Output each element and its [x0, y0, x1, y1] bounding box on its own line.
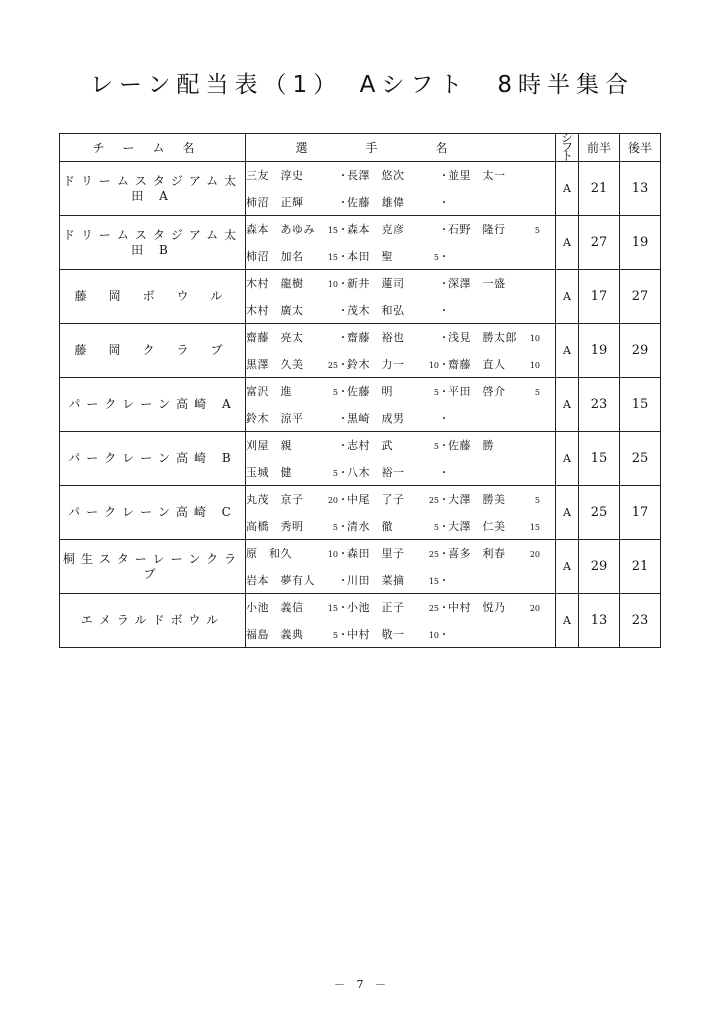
player-entry: [246, 491, 347, 507]
separator-dot: ・: [439, 251, 449, 263]
player-entry: [246, 221, 347, 237]
team-row: [60, 216, 661, 270]
team-shift: A: [556, 594, 579, 648]
player-handicap: 5: [534, 496, 540, 506]
player-handicap: 15: [428, 576, 439, 586]
separator-dot: ・: [439, 225, 449, 237]
player-entry: [347, 275, 448, 291]
separator-dot: ・: [439, 441, 449, 453]
player-entry: [246, 383, 347, 399]
player-name: 齋藤 亮太: [246, 331, 304, 345]
player-entry: [246, 248, 347, 264]
player-handicap: 15: [327, 226, 338, 236]
first-half-lane: 15: [579, 432, 620, 486]
player-handicap: 20: [327, 496, 338, 506]
header-team: チーム名: [60, 134, 246, 162]
player-row: [246, 162, 555, 189]
player-name: 鈴木 涼平: [246, 411, 304, 425]
player-entry: [448, 221, 549, 237]
player-row: [246, 405, 555, 432]
player-entry: [246, 599, 347, 615]
player-name: 木村 廣太: [246, 303, 304, 317]
page-title: レーン配当表（1） Aシフト 8時半集合: [89, 72, 635, 98]
player-name: 深澤 一盛: [448, 277, 506, 291]
player-name: 喜多 利春: [448, 547, 506, 561]
team-players: [246, 540, 556, 594]
second-half-lane: 27: [620, 270, 661, 324]
team-name: パークレーン高崎 B: [60, 432, 246, 486]
player-handicap: 20: [529, 604, 540, 614]
separator-dot: ・: [439, 467, 449, 479]
player-name: 中尾 了子: [347, 493, 405, 507]
team-name: ドリームスタジアム太田 A: [60, 162, 246, 216]
player-handicap: 5: [433, 252, 439, 262]
player-handicap: 15: [327, 252, 338, 262]
player-handicap: 15: [327, 604, 338, 614]
player-entry: [246, 437, 347, 453]
player-row: [246, 459, 555, 486]
player-handicap: 10: [428, 630, 439, 640]
second-half-lane: 13: [620, 162, 661, 216]
first-half-lane: 13: [579, 594, 620, 648]
player-handicap: 10: [529, 334, 540, 344]
team-players: [246, 162, 556, 216]
separator-dot: ・: [439, 387, 449, 399]
separator-dot: ・: [439, 521, 449, 533]
player-name: 柿沼 加名: [246, 249, 304, 263]
player-name: 福島 義典: [246, 627, 304, 641]
player-name: 黒澤 久美: [246, 357, 304, 371]
team-players: [246, 216, 556, 270]
player-entry: [347, 221, 448, 237]
team-name: エメラルドボウル: [60, 594, 246, 648]
player-entry: [448, 599, 549, 615]
player-entry: [347, 194, 448, 210]
team-name: 藤岡クラブ: [60, 324, 246, 378]
separator-dot: ・: [338, 225, 348, 237]
player-handicap: 25: [428, 604, 439, 614]
player-name: 高橋 秀明: [246, 519, 304, 533]
player-name: 佐藤 雄偉: [347, 195, 405, 209]
player-row: [246, 378, 555, 405]
player-handicap: 10: [327, 550, 338, 560]
separator-dot: ・: [338, 305, 348, 317]
player-entry: [347, 626, 448, 642]
header-second-half: 後半: [620, 134, 661, 162]
team-name: パークレーン高崎 A: [60, 378, 246, 432]
first-half-lane: 21: [579, 162, 620, 216]
separator-dot: ・: [338, 603, 348, 615]
player-name: 玉城 健: [246, 465, 292, 479]
player-name: 丸茂 京子: [246, 493, 304, 507]
player-name: 浅見 勝太郎: [448, 331, 517, 345]
separator-dot: ・: [338, 387, 348, 399]
team-row: [60, 324, 661, 378]
page-number: － 7 －: [334, 978, 390, 991]
team-name: 藤岡ボウル: [60, 270, 246, 324]
player-name: 刈屋 親: [246, 439, 292, 453]
player-name: 佐藤 勝: [448, 439, 494, 453]
player-handicap: 5: [433, 522, 439, 532]
separator-dot: ・: [338, 629, 348, 641]
player-name: 石野 隆行: [448, 223, 506, 237]
player-name: 茂木 和弘: [347, 303, 405, 317]
player-handicap: 20: [529, 550, 540, 560]
player-entry: [347, 437, 448, 453]
first-half-lane: 19: [579, 324, 620, 378]
second-half-lane: 23: [620, 594, 661, 648]
separator-dot: ・: [439, 629, 449, 641]
player-handicap: 15: [529, 522, 540, 532]
player-entry: [347, 167, 448, 183]
player-entry: [246, 572, 347, 588]
separator-dot: ・: [439, 279, 449, 291]
player-handicap: 5: [433, 388, 439, 398]
player-entry: [347, 599, 448, 615]
player-entry: [347, 302, 448, 318]
second-half-lane: 29: [620, 324, 661, 378]
player-name: 大澤 勝美: [448, 493, 506, 507]
separator-dot: ・: [439, 549, 449, 561]
player-handicap: 10: [529, 360, 540, 370]
separator-dot: ・: [338, 359, 348, 371]
player-name: 柿沼 正輝: [246, 195, 304, 209]
player-entry: [246, 545, 347, 561]
player-row: [246, 351, 555, 378]
separator-dot: ・: [439, 575, 449, 587]
player-entry: [347, 572, 448, 588]
player-entry: [246, 518, 347, 534]
player-entry: [347, 383, 448, 399]
player-entry: [246, 464, 347, 480]
player-entry: [347, 491, 448, 507]
player-name: 長澤 悠次: [347, 169, 405, 183]
team-row: [60, 378, 661, 432]
player-handicap: 5: [332, 468, 338, 478]
player-name: 並里 太一: [448, 169, 506, 183]
player-name: 岩本 夢有人: [246, 573, 315, 587]
player-row: [246, 270, 555, 297]
player-name: 川田 菜摘: [347, 573, 405, 587]
player-entry: [246, 356, 347, 372]
first-half-lane: 23: [579, 378, 620, 432]
player-name: 三友 淳史: [246, 169, 304, 183]
separator-dot: ・: [439, 305, 449, 317]
player-name: 齋藤 直人: [448, 357, 506, 371]
player-row: [246, 216, 555, 243]
team-shift: A: [556, 378, 579, 432]
player-row: [246, 297, 555, 324]
separator-dot: ・: [338, 251, 348, 263]
player-entry: [448, 518, 549, 534]
team-row: [60, 486, 661, 540]
player-row: [246, 189, 555, 216]
player-handicap: 25: [327, 360, 338, 370]
second-half-lane: 17: [620, 486, 661, 540]
player-entry: [448, 275, 549, 291]
team-shift: A: [556, 270, 579, 324]
player-name: 黒崎 成男: [347, 411, 405, 425]
player-name: 平田 啓介: [448, 385, 506, 399]
team-players: [246, 594, 556, 648]
player-entry: [246, 410, 347, 426]
team-shift: A: [556, 432, 579, 486]
second-half-lane: 15: [620, 378, 661, 432]
separator-dot: ・: [338, 279, 348, 291]
player-name: 小池 正子: [347, 601, 405, 615]
team-name: 桐生スターレーンクラブ: [60, 540, 246, 594]
team-players: [246, 378, 556, 432]
player-entry: [246, 275, 347, 291]
separator-dot: ・: [338, 413, 348, 425]
player-entry: [448, 329, 549, 345]
player-name: 中村 敬一: [347, 627, 405, 641]
player-entry: [448, 167, 549, 183]
player-entry: [347, 518, 448, 534]
player-name: 佐藤 明: [347, 385, 393, 399]
separator-dot: ・: [338, 171, 348, 183]
separator-dot: ・: [439, 197, 449, 209]
player-name: 木村 龍樹: [246, 277, 304, 291]
player-row: [246, 513, 555, 540]
team-players: [246, 486, 556, 540]
separator-dot: ・: [439, 171, 449, 183]
second-half-lane: 21: [620, 540, 661, 594]
player-entry: [448, 545, 549, 561]
player-entry: [448, 356, 549, 372]
team-players: [246, 432, 556, 486]
player-entry: [246, 626, 347, 642]
team-shift: A: [556, 162, 579, 216]
team-row: [60, 162, 661, 216]
player-handicap: 5: [433, 442, 439, 452]
team-row: [60, 270, 661, 324]
team-shift: A: [556, 324, 579, 378]
first-half-lane: 25: [579, 486, 620, 540]
team-shift: A: [556, 216, 579, 270]
player-row: [246, 432, 555, 459]
player-name: 八木 裕一: [347, 465, 405, 479]
player-handicap: 25: [428, 496, 439, 506]
player-name: 大澤 仁美: [448, 519, 506, 533]
separator-dot: ・: [439, 495, 449, 507]
separator-dot: ・: [439, 413, 449, 425]
team-row: [60, 540, 661, 594]
team-name: パークレーン高崎 C: [60, 486, 246, 540]
player-name: 原 和久: [246, 547, 292, 561]
player-entry: [246, 194, 347, 210]
player-name: 志村 武: [347, 439, 393, 453]
player-handicap: 25: [428, 550, 439, 560]
player-entry: [448, 437, 549, 453]
player-name: 鈴木 力一: [347, 357, 405, 371]
player-name: 森田 里子: [347, 547, 405, 561]
separator-dot: ・: [338, 467, 348, 479]
player-name: 小池 義信: [246, 601, 304, 615]
separator-dot: ・: [439, 333, 449, 345]
header-players: 選手名: [246, 134, 556, 162]
second-half-lane: 19: [620, 216, 661, 270]
player-handicap: 5: [332, 388, 338, 398]
team-shift: A: [556, 486, 579, 540]
separator-dot: ・: [439, 603, 449, 615]
team-name: ドリームスタジアム太田 B: [60, 216, 246, 270]
team-players: [246, 324, 556, 378]
player-entry: [448, 383, 549, 399]
player-handicap: 5: [332, 630, 338, 640]
player-row: [246, 567, 555, 594]
player-entry: [347, 248, 448, 264]
separator-dot: ・: [338, 521, 348, 533]
player-row: [246, 324, 555, 351]
player-name: 本田 聖: [347, 249, 393, 263]
table-header-row: [60, 134, 661, 162]
team-shift: A: [556, 540, 579, 594]
player-name: 齋藤 裕也: [347, 331, 405, 345]
player-name: 新井 蓮司: [347, 277, 405, 291]
player-name: 森本 克彦: [347, 223, 405, 237]
header-shift: シフト: [556, 134, 579, 162]
separator-dot: ・: [338, 333, 348, 345]
separator-dot: ・: [338, 441, 348, 453]
player-entry: [347, 329, 448, 345]
player-row: [246, 621, 555, 648]
lane-assignment-table: [59, 133, 661, 648]
player-handicap: 5: [534, 388, 540, 398]
team-row: [60, 432, 661, 486]
separator-dot: ・: [338, 197, 348, 209]
first-half-lane: 27: [579, 216, 620, 270]
player-entry: [246, 167, 347, 183]
player-row: [246, 540, 555, 567]
player-handicap: 5: [332, 522, 338, 532]
player-handicap: 5: [534, 226, 540, 236]
player-name: 富沢 進: [246, 385, 292, 399]
header-first-half: 前半: [579, 134, 620, 162]
separator-dot: ・: [338, 495, 348, 507]
first-half-lane: 29: [579, 540, 620, 594]
second-half-lane: 25: [620, 432, 661, 486]
player-entry: [347, 464, 448, 480]
player-name: 森本 あゆみ: [246, 223, 315, 237]
separator-dot: ・: [338, 575, 348, 587]
player-handicap: 10: [428, 360, 439, 370]
team-row: [60, 594, 661, 648]
player-name: 清水 徹: [347, 519, 393, 533]
player-row: [246, 486, 555, 513]
player-row: [246, 243, 555, 270]
player-entry: [347, 545, 448, 561]
separator-dot: ・: [338, 549, 348, 561]
separator-dot: ・: [439, 359, 449, 371]
first-half-lane: 17: [579, 270, 620, 324]
player-entry: [448, 491, 549, 507]
player-entry: [246, 302, 347, 318]
player-name: 中村 悦乃: [448, 601, 506, 615]
team-players: [246, 270, 556, 324]
player-entry: [347, 356, 448, 372]
player-handicap: 10: [327, 280, 338, 290]
player-row: [246, 594, 555, 621]
player-entry: [246, 329, 347, 345]
player-entry: [347, 410, 448, 426]
